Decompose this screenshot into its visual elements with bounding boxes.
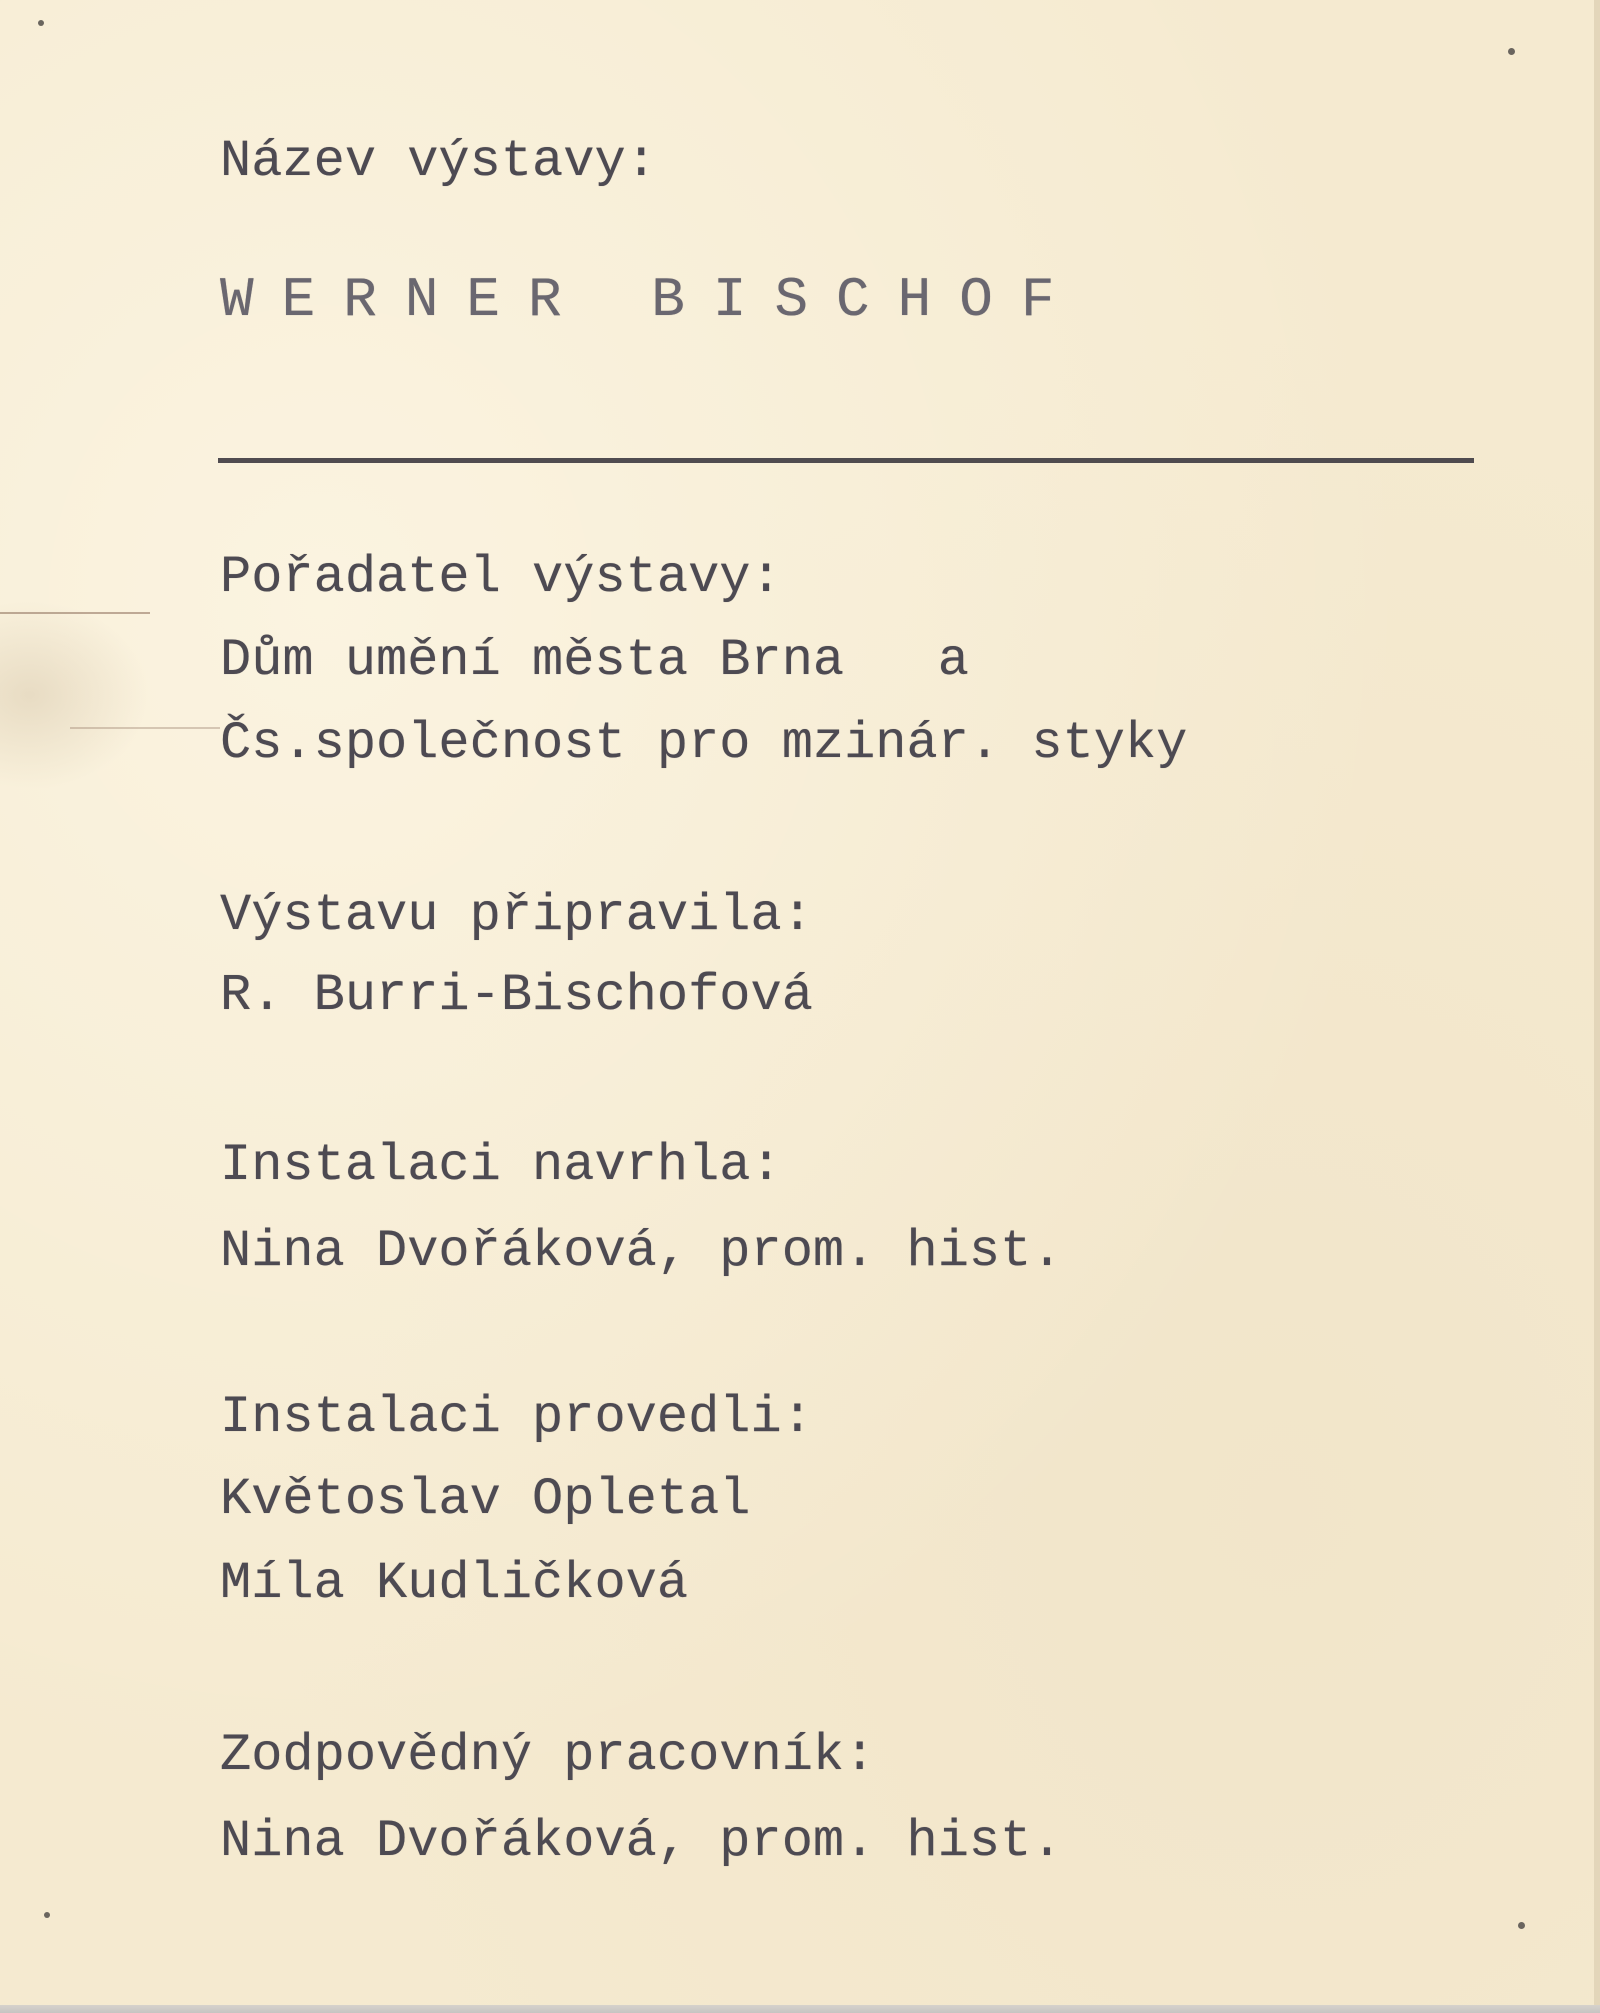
pencil-mark — [0, 612, 150, 614]
organizer-line: Dům umění města Brna a — [220, 631, 969, 690]
paper-speck — [38, 20, 44, 26]
prepared-by-value: R. Burri-Bischofová — [220, 966, 813, 1025]
paper-speck — [1508, 48, 1515, 55]
responsible-value: Nina Dvořáková, prom. hist. — [220, 1812, 1063, 1871]
design-value: Nina Dvořáková, prom. hist. — [220, 1222, 1063, 1281]
organizer-label: Pořadatel výstavy: — [220, 548, 782, 607]
paper-stain — [0, 600, 150, 790]
installation-label: Instalaci provedli: — [220, 1388, 813, 1447]
paper-speck — [1518, 1922, 1525, 1929]
installation-name: Květoslav Opletal — [220, 1470, 751, 1529]
paper-edge — [1594, 0, 1600, 2013]
pencil-mark — [70, 727, 220, 729]
exhibition-title-label: Název výstavy: — [220, 132, 657, 191]
organizer-line: Čs.společnost pro mzinár. styky — [220, 714, 1188, 773]
responsible-label: Zodpovědný pracovník: — [220, 1726, 876, 1785]
horizontal-rule — [218, 458, 1474, 463]
exhibition-title: WERNER BISCHOF — [220, 268, 1083, 332]
paper-speck — [44, 1912, 50, 1918]
installation-name: Míla Kudličková — [220, 1554, 689, 1613]
design-label: Instalaci navrhla: — [220, 1136, 782, 1195]
scan-edge — [0, 2005, 1600, 2013]
prepared-by-label: Výstavu připravila: — [220, 886, 813, 945]
